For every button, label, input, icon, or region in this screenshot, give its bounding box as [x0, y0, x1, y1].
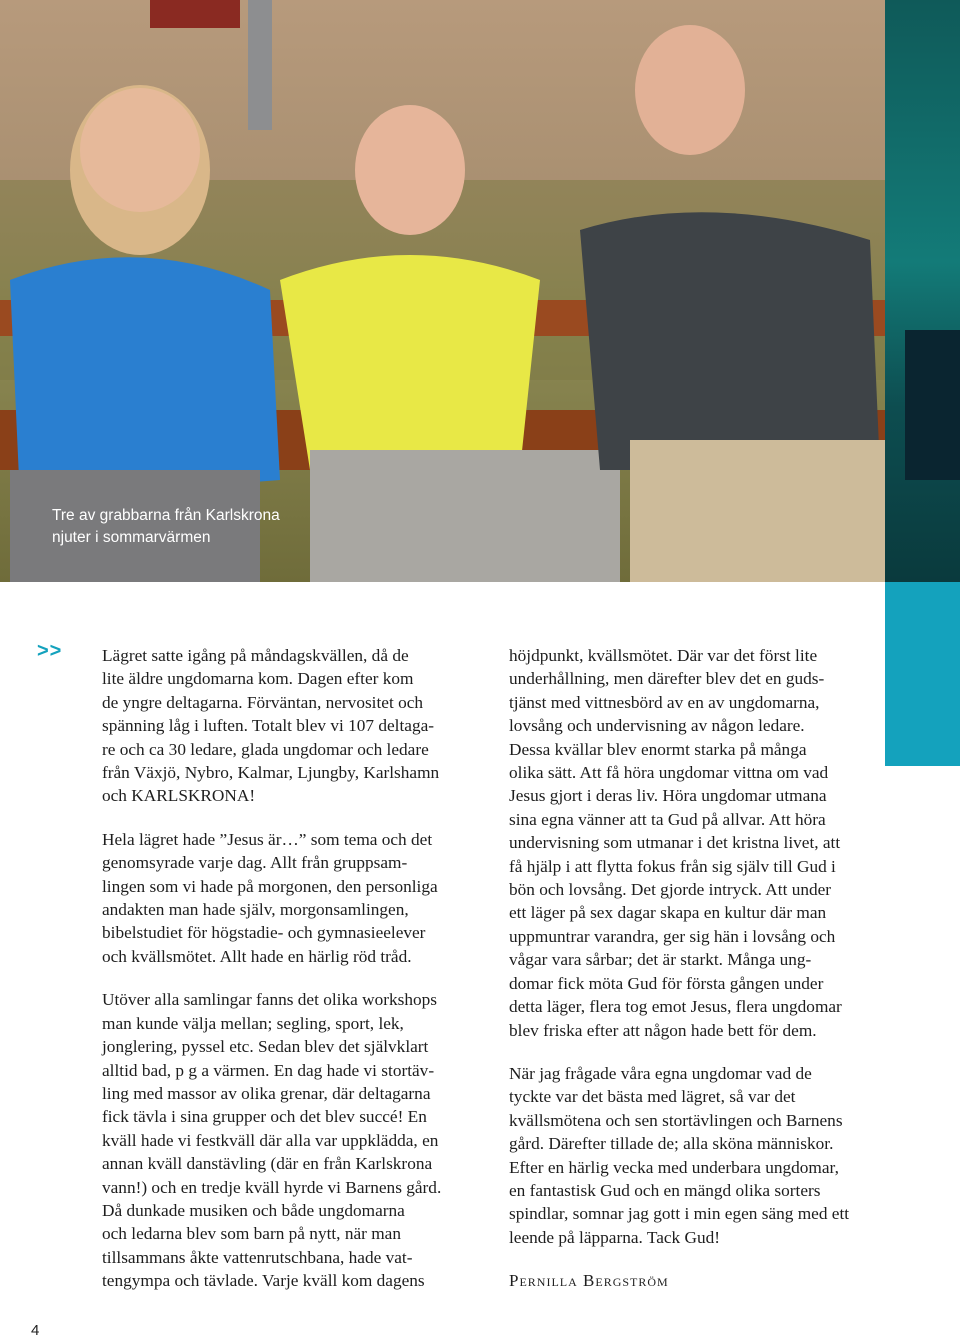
- text-line: olika sätt. Att få höra ungdomar vittna om vad: [509, 763, 829, 783]
- photo-caption: [52, 505, 372, 549]
- paragraph: [102, 644, 492, 808]
- text-line: och kvällsmötet. Allt hade en härlig röd tråd.: [102, 946, 412, 966]
- caption-line: Tre av grabbarna från Karlskrona: [52, 507, 280, 524]
- paragraph: [509, 1062, 894, 1249]
- text-line: lingen som vi hade på morgonen, den personliga: [102, 876, 438, 896]
- text-line: kvällsmötena och sen stortävlingen och Barnens: [509, 1110, 843, 1130]
- paragraph: [102, 828, 492, 968]
- text-line: och KARLSKRONA!: [102, 786, 256, 806]
- text-line: detta läger, flera tog emot Jesus, flera ungdomar: [509, 997, 842, 1017]
- text-line: lovsång och undervisning av någon ledare.: [509, 716, 805, 736]
- intro-marker-icon: >>: [37, 640, 63, 662]
- photo-illustration: [0, 0, 885, 582]
- paragraph: [102, 988, 492, 1292]
- dark-note-panel: [905, 330, 960, 480]
- text-line: Då dunkade musiken och både ungdomarna: [102, 1200, 405, 1220]
- hero-photo: [0, 0, 885, 582]
- teal-side-strip: [885, 0, 960, 582]
- text-line: uppmuntrar varandra, ger sig hän i lovsång och: [509, 926, 836, 946]
- text-line: få hjälp i att flytta fokus från sig själv till Gud i: [509, 856, 836, 876]
- text-line: re och ca 30 ledare, glada ungdomar och ledare: [102, 739, 429, 759]
- text-line: fick tävla i sina grupper och det blev succé! En: [102, 1107, 427, 1127]
- caption-line: njuter i sommarvärmen: [52, 529, 211, 546]
- text-line: jonglering, pyssel etc. Sedan blev det självklart: [102, 1037, 429, 1057]
- text-line: blev friska efter att någon hade bett för dem.: [509, 1020, 817, 1040]
- text-line: från Växjö, Nybro, Kalmar, Ljungby, Karlshamn: [102, 763, 440, 783]
- text-line: annan kväll danstävling (där en från Karlskrona: [102, 1154, 433, 1174]
- right-column: [509, 644, 894, 1293]
- text-line: de yngre deltagarna. Förväntan, nervositet och: [102, 692, 424, 712]
- text-line: kväll hade vi festkväll där alla var uppklädda, en: [102, 1130, 439, 1150]
- paragraph: [509, 644, 894, 1042]
- author-signature: Pernilla Bergström: [509, 1271, 669, 1291]
- text-line: vågar vara sårbar; det är starkt. Många ung-: [509, 950, 812, 970]
- text-line: Jesus gjort i deras liv. Höra ungdomar utmana: [509, 786, 827, 806]
- left-column: [102, 644, 492, 1313]
- page-number: 4: [31, 1322, 40, 1339]
- text-line: leende på läpparna. Tack Gud!: [509, 1227, 721, 1247]
- text-line: sina egna vänner att ta Gud på allvar. Att höra: [509, 809, 826, 829]
- text-line: tengympa och tävlade. Varje kväll kom dagens: [102, 1271, 425, 1291]
- text-line: och ledarna blev som barn på nytt, när man: [102, 1224, 401, 1244]
- text-line: tyckte var det bästa med lägret, så var det: [509, 1087, 796, 1107]
- text-line: Utöver alla samlingar fanns det olika workshops: [102, 990, 437, 1010]
- text-line: höjdpunkt, kvällsmötet. Där var det först lite: [509, 646, 818, 665]
- text-line: spindlar, somnar jag gott i min egen säng med ett: [509, 1204, 850, 1224]
- text-line: spänning låg i luften. Totalt blev vi 107 deltaga-: [102, 716, 435, 736]
- text-line: lite äldre ungdomarna kom. Dagen efter kom: [102, 669, 414, 689]
- text-line: När jag frågade våra egna ungdomar vad de: [509, 1063, 812, 1083]
- text-line: genomsyrade varje dag. Allt från gruppsam-: [102, 853, 408, 873]
- text-line: underhållning, men därefter blev det en guds-: [509, 669, 825, 689]
- text-line: ling med massor av olika grenar, där deltagarna: [102, 1083, 431, 1103]
- text-line: Efter en härlig vecka med underbara ungdomar,: [509, 1157, 839, 1177]
- text-line: tjänst med vittnesbörd av en av ungdomarna,: [509, 692, 820, 712]
- text-line: man kunde välja mellan; segling, sport, lek,: [102, 1013, 404, 1033]
- text-line: en fantastisk Gud och en mängd olika sorters: [509, 1180, 821, 1200]
- text-line: bön och lovsång. Det gjorde intryck. Att under: [509, 880, 832, 900]
- text-line: domar fick möta Gud för första gången under: [509, 973, 824, 993]
- text-line: alltid bad, p g a värmen. En dag hade vi stortäv-: [102, 1060, 435, 1080]
- text-line: bibelstudiet för högstadie- och gymnasieelever: [102, 923, 426, 943]
- text-line: Hela lägret hade ”Jesus är…” som tema och det: [102, 829, 433, 849]
- text-line: andakten man hade själv, morgonsamlingen,: [102, 900, 409, 920]
- accent-side-bar: [885, 582, 960, 766]
- text-line: Lägret satte igång på måndagskvällen, då de: [102, 646, 409, 665]
- text-line: tillsammans åkte vattenrutschbana, hade vat-: [102, 1247, 413, 1267]
- text-line: Dessa kvällar blev enormt starka på många: [509, 739, 807, 759]
- text-line: gård. Därefter tillade de; alla sköna människor.: [509, 1134, 834, 1154]
- text-line: undervisning som utmanar i det kristna livet, att: [509, 833, 841, 853]
- text-line: vann!) och en tredje kväll hyrde vi Barnens gård.: [102, 1177, 442, 1197]
- text-line: ett läger på sex dagar skapa en kultur där man: [509, 903, 827, 923]
